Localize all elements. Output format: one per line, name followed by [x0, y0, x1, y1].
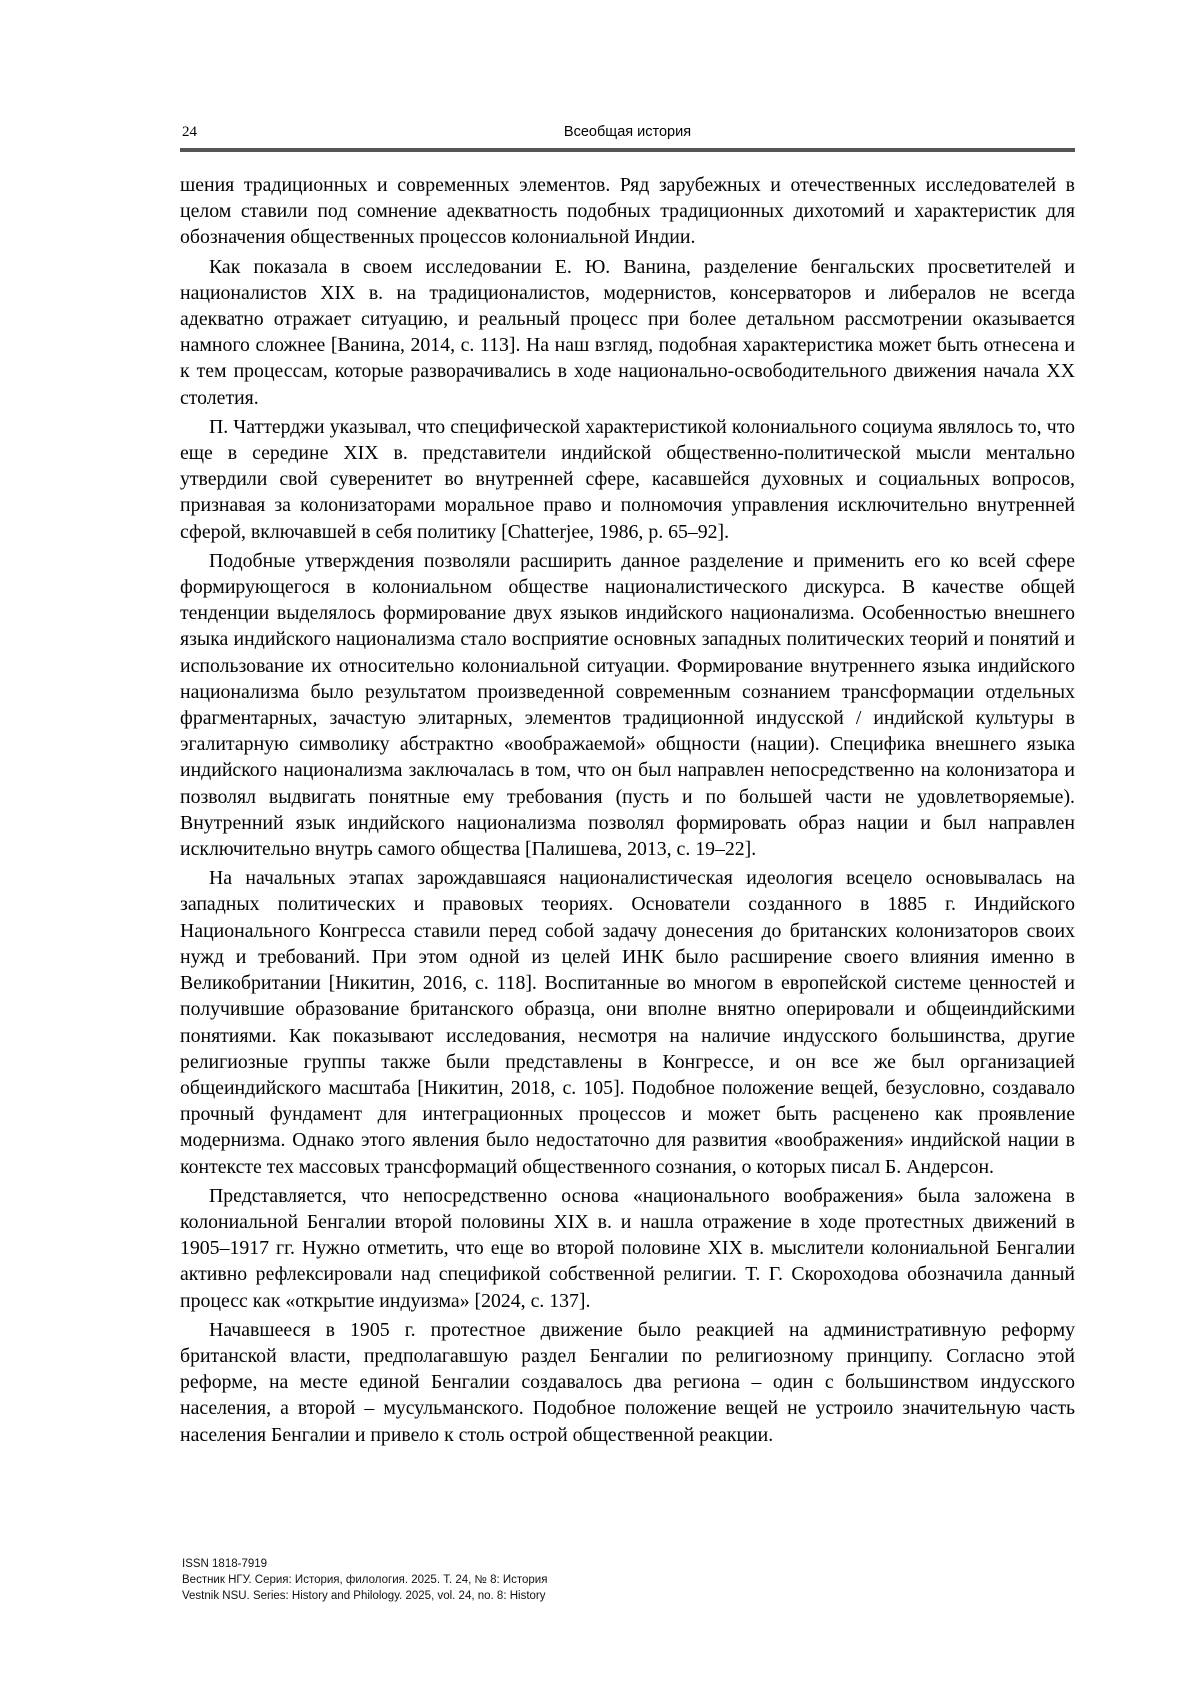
running-title: Всеобщая история — [563, 124, 692, 140]
paragraph: Подобные утверждения позволяли расширить данное разделение и применить его ко всей сфере формирующегося в колониальном обществе националистического дискурса. В качестве общей тенденции выделялось формирование двух языков индийского национализма. Особенностью внешнего языка индийского национализма стало восприятие основных западных политических теорий и понятий и использование их относительно колониальной ситуации. Формирование внутреннего языка индийского национализма было результатом произведенной современным сознанием трансформации отдельных фрагментарных, зачастую элитарных, элементов традиционной индусской / индийской культуры в эгалитарную символику абстрактно «воображаемой» общности (нации). Специфика внешнего языка индийского национализма заключалась в том, что он был направлен непосредственно на колонизатора и позволял выдвигать понятные ему требования (пусть и по большей части не удовлетворяемые). Внутренний язык индийского национализма позволял формировать образ нации и был направлен исключительно внутрь самого общества [Палишева, 2013, с. 19–22]. — [180, 549, 1075, 861]
paragraph: П. Чаттерджи указывал, что специфической характеристикой колониального социума являлось то, что еще в середине XIX в. представители индийской общественно-политической мысли ментально утвердили свой суверенитет во внутренней сфере, касавшейся духовных и социальных вопросов, признавая за колонизаторами моральное право и полномочия управления исключительно внутренней сферой, включавшей в себя политику [Chatterjee, 1986, p. 65–92]. — [180, 415, 1075, 543]
paragraph: Как показала в своем исследовании Е. Ю. Ванина, разделение бенгальских просветителей и националистов XIX в. на традиционалистов, модернистов, консерваторов и либералов не всегда адекватно отражает ситуацию, и реальный процесс при более детальном рассмотрении оказывается намного сложнее [Ванина, 2014, с. 113]. На наш взгляд, подобная характеристика может быть отнесена и к тем процессам, которые разворачивались в ходе национально-освободительного движения начала XX столетия. — [180, 255, 1075, 409]
paragraph: Начавшееся в 1905 г. протестное движение было реакцией на административную реформу британской власти, предполагавшую раздел Бенгалии по религиозному принципу. Согласно этой реформе, на месте единой Бенгалии создавалось два региона – один с большинством индусского населения, а второй – мусульманского. Подобное положение вещей не устроило значительную часть населения Бенгалии и привело к столь острой общественной реакции. — [180, 1318, 1075, 1446]
page-number: 24 — [182, 124, 197, 140]
paragraph: На начальных этапах зарождавшаяся националистическая идеология всецело основывалась на западных политических и правовых теориях. Основатели созданного в 1885 г. Индийского Национального Конгресса ставили перед собой задачу донесения до британских колонизаторов своих нужд и требований. При этом одной из целей ИНК было расширение своего влияния именно в Великобритании [Никитин, 2016, с. 118]. Воспитанные во многом в европейской системе ценностей и получившие образование британского образца, они вполне внятно оперировали и общеиндийскими понятиями. Как показывают исследования, несмотря на наличие индусского большинства, другие религиозные группы также были представлены в Конгрессе, и он все же был организацией общеиндийского масштаба [Никитин, 2018, с. 105]. Подобное положение вещей, безусловно, создавало прочный фундамент для интеграционных процессов и может быть расценено как проявление модернизма. Однако этого явления было недостаточно для развития «воображения» индийской нации в контексте тех массовых трансформаций общественного сознания, о которых писал Б. Андерсон. — [180, 867, 1075, 1178]
page-footer — [182, 1556, 782, 1604]
paragraph: Представляется, что непосредственно основа «национального воображения» была заложена в колониальной Бенгалии второй половины XIX в. и нашла отражение в ходе протестных движений в 1905–1917 гг. Нужно отметить, что еще во второй половине XIX в. мыслители колониальной Бенгалии активно рефлексировали над спецификой собственной религии. Т. Г. Скороходова обозначила данный процесс как «открытие индуизма» [2024, с. 137]. — [180, 1184, 1075, 1312]
footer-journal-en: Vestnik NSU. Series: History and Philology. 2025, vol. 24, no. 8: History — [182, 1590, 546, 1602]
footer-journal-ru: Вестник НГУ. Серия: История, филология. 2025. Т. 24, № 8: История — [182, 1574, 548, 1586]
footer-issn: ISSN 1818-7919 — [182, 1558, 268, 1570]
page-header — [180, 120, 1075, 152]
paragraph: шения традиционных и современных элементов. Ряд зарубежных и отечественных исследователей в целом ставили под сомнение адекватность подобных традиционных дихотомий и характеристик для обозначения общественных процессов колониальной Индии. — [180, 174, 1075, 249]
article-body — [180, 172, 1075, 1448]
